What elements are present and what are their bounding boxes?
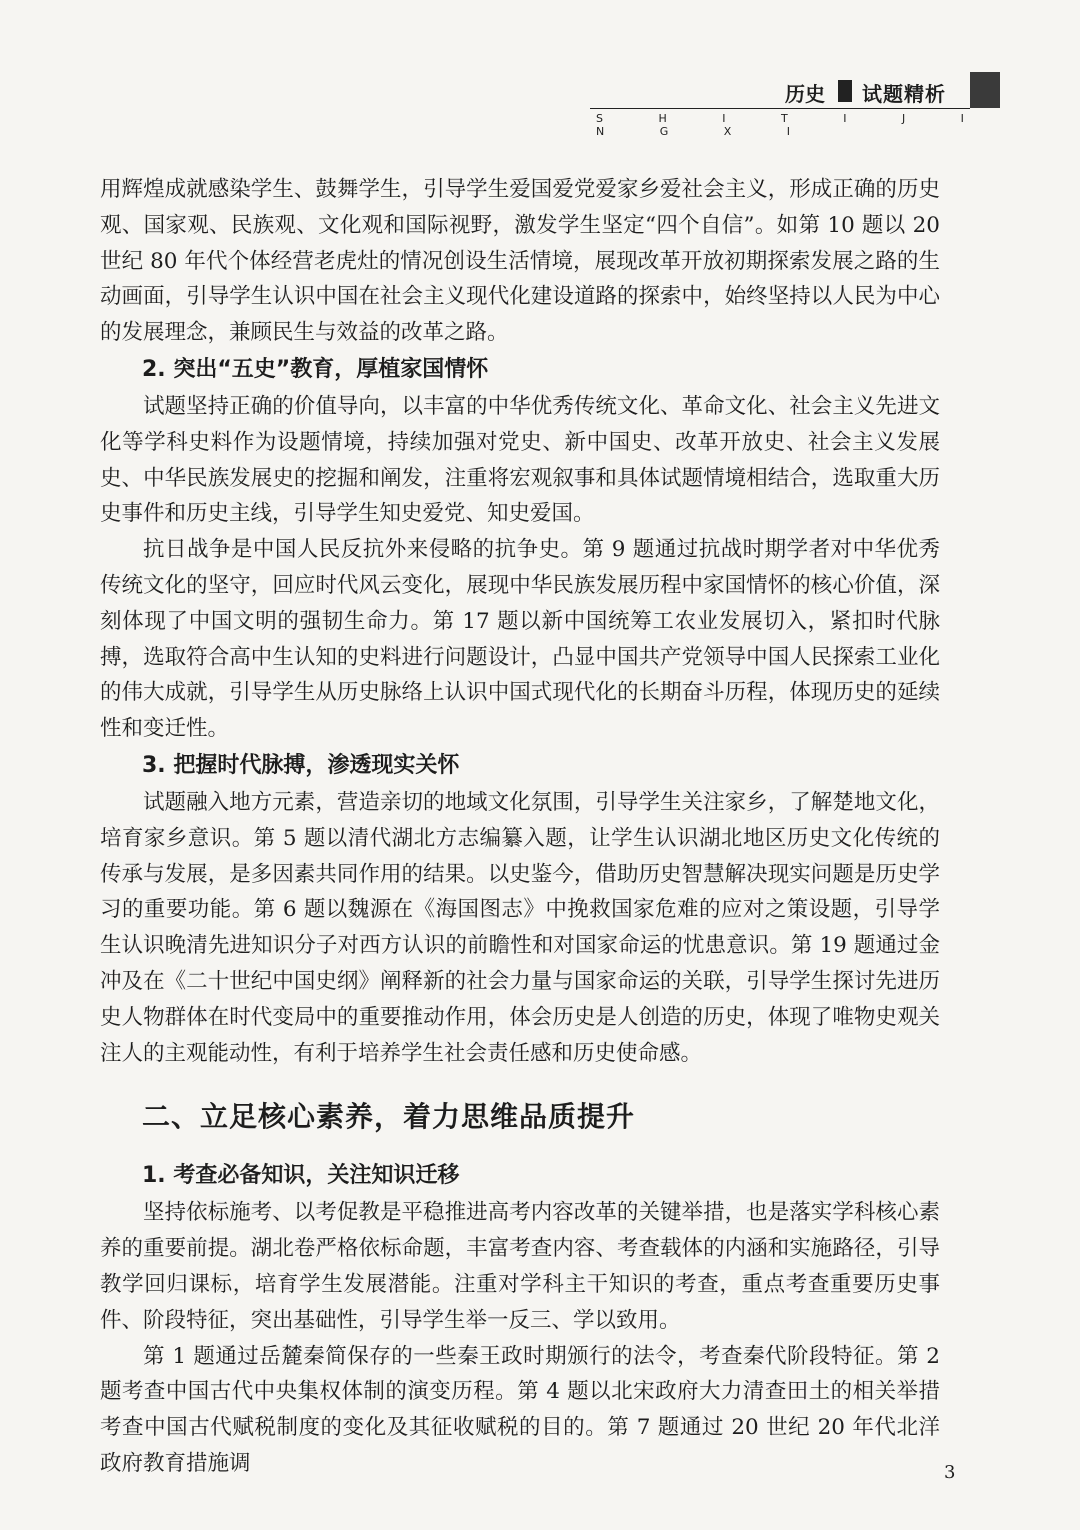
subheading-3: 3. 把握时代脉搏，渗透现实关怀 [142, 752, 460, 778]
header-square-mark [838, 80, 852, 102]
subheading-2: 2. 突出“五史”教育，厚植家国情怀 [142, 356, 489, 382]
running-header [560, 70, 1000, 138]
paragraph-4: 试题融入地方元素，营造亲切的地域文化氛围，引导学生关注家乡，了解楚地文化，培育家乡意识。第 5 题以清代湖北方志编纂入题，让学生认识湖北地区历史文化传统的传承与发展，是多因素共同作用的结果。以史鉴今，借助历史智慧解决现实问题是历史学习的重要功能。第 6 题以魏源在《海国图志》中挽救国家危难的应对之策设题，引导学生认识晚清先进知识分子对西方认识的前瞻性和对国家命运的忧患意识。第 19 题通过金冲及在《二十世纪中国史纲》阐释新的社会力量与国家命运的关联，引导学生探讨先进历史人物群体在时代变局中的重要推动作用，体会历史是人创造的历史，体现了唯物史观关注人的主观能动性，有利于培养学生社会责任感和历史使命感。 [100, 789, 940, 1066]
header-subject: 历史 [785, 82, 825, 106]
paragraph-2: 试题坚持正确的价值导向，以丰富的中华优秀传统文化、革命文化、社会主义先进文化等学科史料作为设题情境，持续加强对党史、新中国史、改革开放史、社会主义发展史、中华民族发展史的挖掘和阐发，注重将宏观叙事和具体试题情境相结合，选取重大历史事件和历史主线，引导学生知史爱党、知史爱国。 [100, 393, 940, 527]
paragraph-6: 第 1 题通过岳麓秦简保存的一些秦王政时期颁行的法令，考查秦代阶段特征。第 2 题考查中国古代中央集权体制的演变历程。第 4 题以北宋政府大力清查田土的相关举措考查中国古代赋税制度的变化及其征收赋税的目的。第 7 题通过 20 世纪 20 年代北洋政府教育措施调 [100, 1343, 940, 1476]
page-number: 3 [944, 1462, 956, 1483]
page-body [100, 172, 940, 1482]
header-dark-block [970, 72, 1000, 108]
header-title: 试题精析 [862, 82, 946, 106]
paragraph-1: 用辉煌成就感染学生、鼓舞学生，引导学生爱国爱党爱家乡爱社会主义，形成正确的历史观、国家观、民族观、文化观和国际视野，激发学生坚定“四个自信”。如第 10 题以 20 世纪 80 年代个体经营老虎灶的情况创设生活情境，展现改革开放初期探索发展之路的生动画面，引导学生认识中国在社会主义现代化建设道路的探索中，始终坚持以人民为中心的发展理念，兼顾民生与效益的改革之路。 [100, 177, 940, 346]
subheading-1: 1. 考查必备知识，关注知识迁移 [142, 1163, 460, 1189]
section-heading-2: 二、立足核心素养，着力思维品质提升 [142, 1100, 636, 1134]
paragraph-3: 抗日战争是中国人民反抗外来侵略的抗争史。第 9 题通过抗战时期学者对中华优秀传统文化的坚守，回应时代风云变化，展现中华民族发展历程中家国情怀的核心价值，深刻体现了中国文明的强韧生命力。第 17 题以新中国统筹工农业发展切入，紧扣时代脉搏，选取符合高中生认知的史料进行问题设计，凸显中国共产党领导中国人民探索工业化的伟大成就，引导学生从历史脉络上认识中国式现代化的长期奋斗历程，体现历史的延续性和变迁性。 [100, 537, 940, 742]
header-pinyin: S H I T I J I N G X I [596, 112, 990, 138]
header-rule [590, 108, 970, 109]
paragraph-5: 坚持依标施考、以考促教是平稳推进高考内容改革的关键举措，也是落实学科核心素养的重要前提。湖北卷严格依标命题，丰富考查内容、考查载体的内涵和实施路径，引导教学回归课标，培育学生发展潜能。注重对学科主干知识的考查，重点考查重要历史事件、阶段特征，突出基础性，引导学生举一反三、学以致用。 [100, 1200, 940, 1333]
